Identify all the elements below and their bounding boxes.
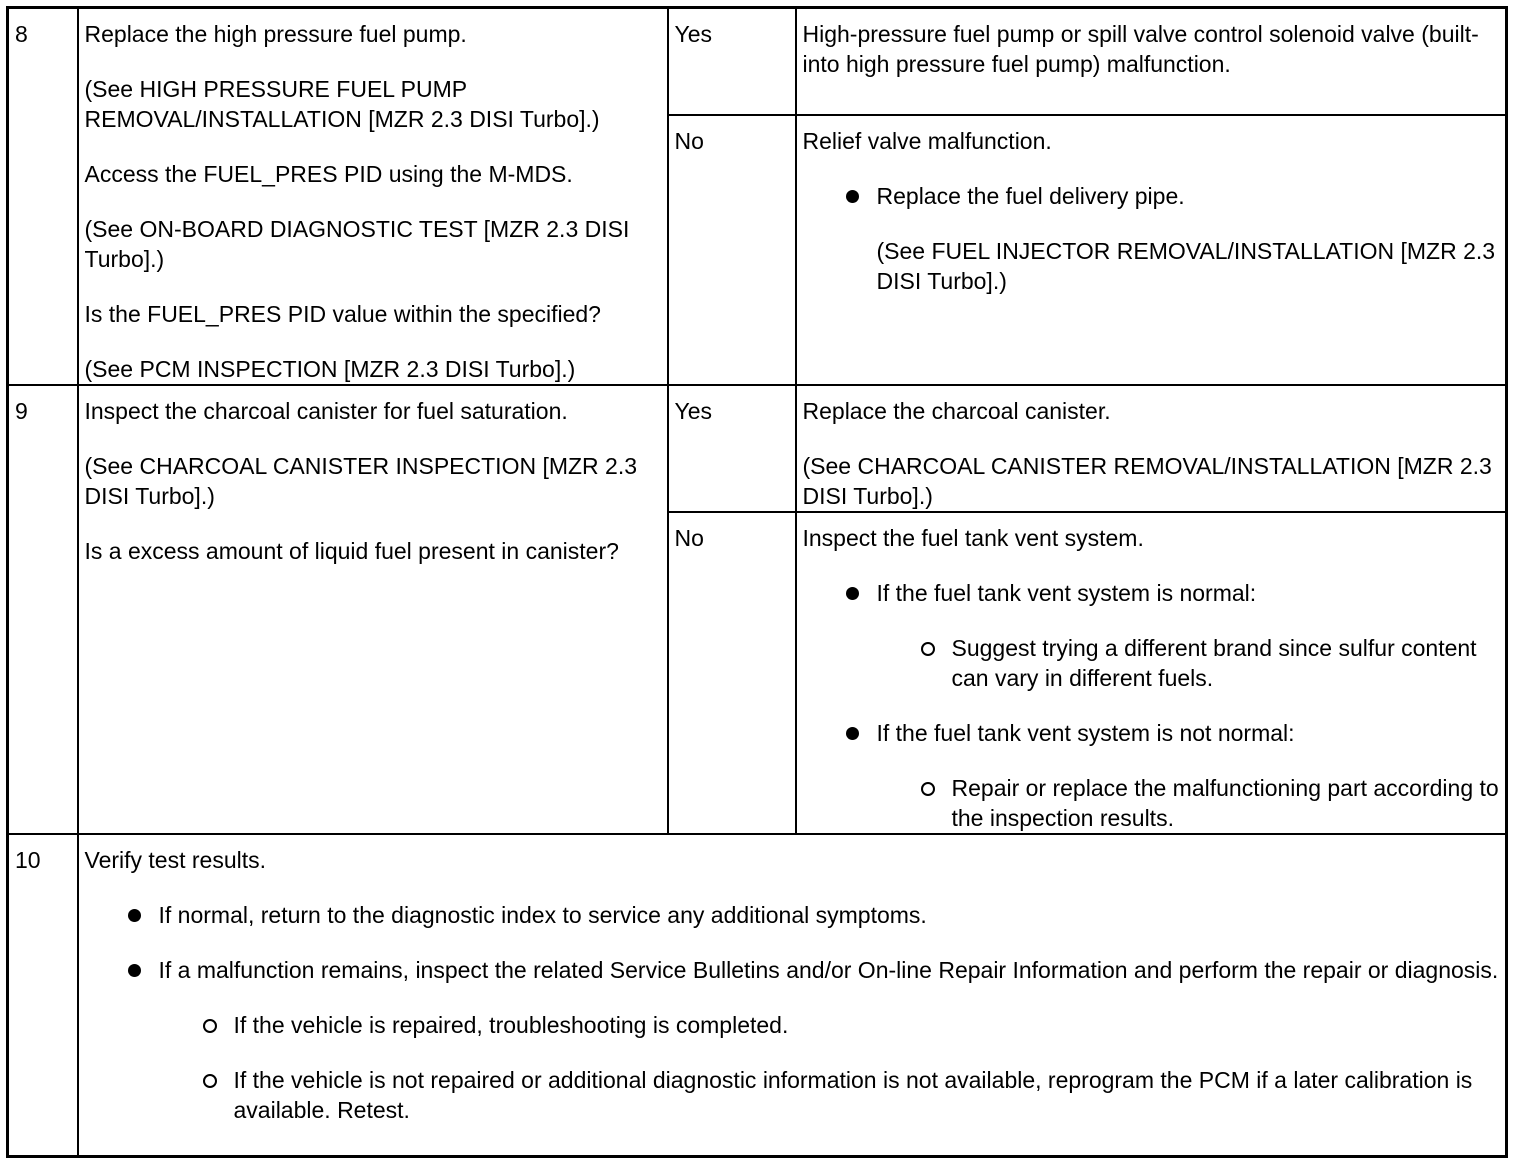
step-action <box>78 834 1507 1156</box>
sub-bullet-icon <box>921 642 935 656</box>
action-reference: (See CHARCOAL CANISTER INSPECTION [MZR 2.3 DISI Turbo].) <box>84 453 638 509</box>
diagnostic-procedure-table <box>6 6 1508 1158</box>
sub-bullet-text: Repair or replace the malfunctioning part according to the inspection results. <box>951 775 1499 831</box>
step-action <box>78 8 668 386</box>
result-text: Replace the charcoal canister. <box>802 398 1111 424</box>
action-question: Is a excess amount of liquid fuel present in canister? <box>84 538 619 564</box>
yes-label: Yes <box>668 8 796 116</box>
list-item <box>159 1010 1500 1040</box>
sub-bullet-icon <box>921 782 935 796</box>
sub-bullet-icon <box>203 1019 217 1033</box>
table-row <box>8 8 1507 116</box>
action-reference: (See PCM INSPECTION [MZR 2.3 DISI Turbo].) <box>84 356 576 382</box>
list-item <box>85 955 1500 1125</box>
sub-bullet-text: Suggest trying a different brand since sulfur content can vary in different fuels. <box>951 635 1477 691</box>
bullet-reference: (See FUEL INJECTOR REMOVAL/INSTALLATION [MZR 2.3 DISI Turbo].) <box>876 238 1496 295</box>
sub-bullet-icon <box>203 1074 217 1088</box>
list-item <box>803 181 1500 296</box>
action-text: Replace the high pressure fuel pump. <box>84 21 467 47</box>
action-reference: (See HIGH PRESSURE FUEL PUMP REMOVAL/INSTALLATION [MZR 2.3 DISI Turbo].) <box>84 76 600 132</box>
bullet-text: If the fuel tank vent system is normal: <box>876 580 1257 606</box>
no-result <box>796 512 1507 834</box>
list-item <box>877 633 1500 693</box>
list-item <box>803 578 1500 693</box>
action-text: Access the FUEL_PRES PID using the M-MDS. <box>84 161 573 187</box>
sub-bullet-text: If the vehicle is not repaired or additional diagnostic information is not available, reprogram the PCM if a later calibration is available. Retest. <box>233 1067 1473 1123</box>
yes-result <box>796 385 1507 512</box>
sub-bullet-text: If the vehicle is repaired, troubleshooting is completed. <box>233 1012 789 1038</box>
no-result <box>796 115 1507 385</box>
no-label: No <box>668 512 796 834</box>
bullet-icon <box>128 964 141 977</box>
list-item <box>159 1065 1500 1125</box>
bullet-icon <box>846 727 859 740</box>
list-item <box>877 773 1500 833</box>
action-text: Verify test results. <box>84 847 267 873</box>
action-question: Is the FUEL_PRES PID value within the specified? <box>84 301 601 327</box>
step-number: 9 <box>8 385 78 834</box>
bullet-text: Replace the fuel delivery pipe. <box>876 183 1185 210</box>
list-item <box>85 900 1500 930</box>
action-text: Inspect the charcoal canister for fuel saturation. <box>84 398 568 424</box>
step-number: 8 <box>8 8 78 386</box>
bullet-icon <box>846 190 859 203</box>
yes-result: High-pressure fuel pump or spill valve control solenoid valve (built-into high pressure fuel pump) malfunction. <box>796 8 1507 116</box>
bullet-text: If normal, return to the diagnostic index to service any additional symptoms. <box>158 902 927 928</box>
result-reference: (See CHARCOAL CANISTER REMOVAL/INSTALLATION [MZR 2.3 DISI Turbo].) <box>802 453 1492 509</box>
list-item <box>803 718 1500 833</box>
bullet-icon <box>128 909 141 922</box>
bullet-text: If the fuel tank vent system is not normal: <box>876 720 1295 746</box>
result-text: Inspect the fuel tank vent system. <box>802 525 1144 551</box>
no-label: No <box>668 115 796 385</box>
table-row <box>8 834 1507 1156</box>
table-row <box>8 385 1507 512</box>
step-number: 10 <box>8 834 78 1156</box>
bullet-icon <box>846 587 859 600</box>
action-reference: (See ON-BOARD DIAGNOSTIC TEST [MZR 2.3 DISI Turbo].) <box>84 216 630 272</box>
yes-label: Yes <box>668 385 796 512</box>
step-action <box>78 385 668 834</box>
bullet-text: If a malfunction remains, inspect the related Service Bulletins and/or On-line Repair Information and perform the repair or diagnosis. <box>158 957 1499 983</box>
result-text: Relief valve malfunction. <box>802 128 1052 155</box>
